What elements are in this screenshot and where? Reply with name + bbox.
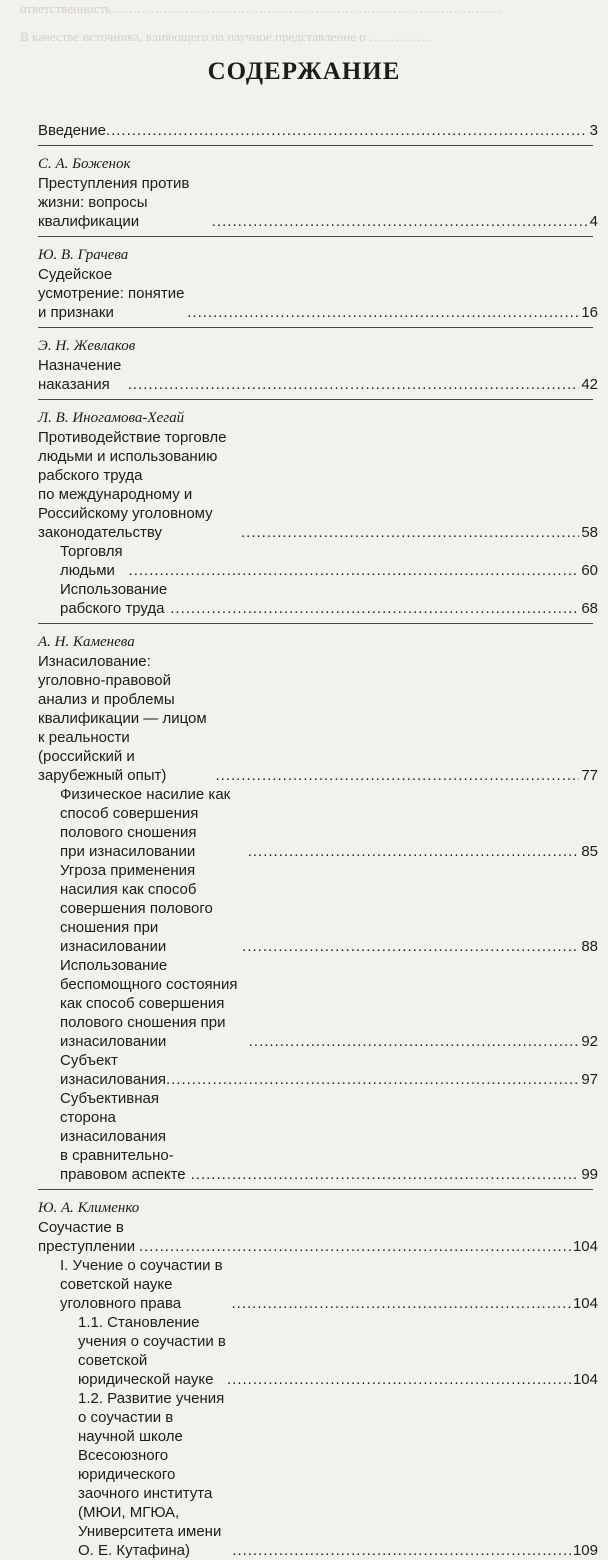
toc-entry[interactable] <box>38 785 598 861</box>
author-name: А. Н. Каменева <box>38 634 135 650</box>
toc-entry[interactable] <box>38 861 598 956</box>
toc-entry-title: Изнасилование: уголовно-правовой анализ и проблемы квалификации — лицом к реальности (российский и зарубежный опыт) <box>38 653 207 784</box>
section-divider <box>38 1189 593 1190</box>
toc-page-number: 109 <box>572 1542 598 1559</box>
toc-entry[interactable] <box>38 174 598 231</box>
toc-entry[interactable] <box>38 542 598 580</box>
toc-entry-title: Субъективная сторона изнасилования в сравнительно-правовом аспекте <box>60 1090 186 1183</box>
toc-page-number: 97 <box>581 1071 598 1088</box>
author-name: Ю. А. Клименко <box>38 1200 140 1216</box>
dot-leader <box>227 1370 571 1389</box>
dot-leader <box>241 523 579 542</box>
toc-page-number: 68 <box>581 600 598 617</box>
toc-entry-title: Использование рабского труда <box>60 581 168 617</box>
toc-entry[interactable] <box>38 1051 598 1089</box>
toc-entry-title: 1.1. Становление учения о соучастии в советской юридической науке <box>78 1314 226 1388</box>
toc-page-number: 104 <box>572 1295 598 1312</box>
dot-leader <box>231 1294 570 1313</box>
toc-entry-title: Использование беспомощного состояния как способ совершения полового сношения при изнасиловании <box>60 957 238 1050</box>
bleed-through-text: ответственность……………………………………………………………………………… <box>20 1 502 16</box>
toc-page-number: 16 <box>581 304 598 321</box>
dot-leader <box>215 766 579 785</box>
toc-entry-title: Введение <box>38 122 106 139</box>
toc-entry[interactable] <box>38 652 598 785</box>
toc-entry[interactable] <box>38 428 598 542</box>
toc-entry[interactable] <box>38 1218 598 1256</box>
toc-entry-title: Соучастие в преступлении <box>38 1219 136 1255</box>
toc-page-number: 104 <box>572 1238 598 1255</box>
toc-page-number: 3 <box>589 122 598 139</box>
toc-entry-title: Назначение наказания <box>38 357 122 393</box>
section-divider <box>38 623 593 624</box>
dot-leader <box>212 212 588 231</box>
dot-leader <box>242 937 579 956</box>
toc-entry-title: Угроза применения насилия как способ совершения полового сношения при изнасиловании <box>60 862 213 955</box>
dot-leader <box>232 1541 571 1560</box>
toc-entry-title: Торговля людьми <box>60 543 123 579</box>
toc-entry[interactable] <box>38 265 598 322</box>
toc-entry[interactable] <box>38 1089 598 1184</box>
author-name: Ю. В. Грачева <box>38 247 129 263</box>
toc-entry-title: Судейское усмотрение: понятие и признаки <box>38 266 185 321</box>
toc-entry-title: 1.2. Развитие учения о соучастии в научной школе Всесоюзного юридического заочного института (МЮИ, МГЮА, Университета имени О. Е. Кутафина) <box>78 1390 225 1559</box>
dot-leader <box>187 303 579 322</box>
section-divider <box>38 399 593 400</box>
dot-leader <box>139 1237 571 1256</box>
toc-entry-title: Физическое насилие как способ совершения полового сношения при изнасиловании <box>60 786 231 860</box>
toc-page-number: 4 <box>589 213 598 230</box>
toc-entry[interactable] <box>38 956 598 1051</box>
dot-leader <box>166 1070 579 1089</box>
toc-page-number: 60 <box>581 562 598 579</box>
toc-entry[interactable] <box>38 121 598 140</box>
author-name: С. А. Боженок <box>38 156 131 172</box>
author-name: Л. В. Иногамова-Хегай <box>38 410 185 426</box>
toc-page-number: 85 <box>581 843 598 860</box>
page-title: СОДЕРЖАНИЕ <box>207 58 401 85</box>
dot-leader <box>106 121 588 140</box>
dot-leader <box>128 375 580 394</box>
bleed-through-text: В качестве источника, влияющего на научное представление о …………… <box>20 29 435 44</box>
dot-leader <box>249 1032 580 1051</box>
section-divider <box>38 236 593 237</box>
toc-page-number: 58 <box>581 524 598 541</box>
toc-entry-title: I. Учение о соучастии в советской науке уголовного права <box>60 1257 223 1312</box>
dot-leader <box>191 1165 580 1184</box>
toc-page-number: 42 <box>581 376 598 393</box>
toc-entry-title: Преступления против жизни: вопросы квалификации <box>38 175 190 230</box>
table-of-contents <box>38 121 598 1560</box>
toc-entry[interactable] <box>38 580 598 618</box>
toc-page-number: 77 <box>581 767 598 784</box>
toc-page-number: 104 <box>572 1371 598 1388</box>
dot-leader <box>129 561 580 580</box>
author-name: Э. Н. Жевлаков <box>38 338 136 354</box>
section-divider <box>38 327 593 328</box>
toc-entry[interactable] <box>38 356 598 394</box>
toc-page-number: 92 <box>581 1033 598 1050</box>
toc-page-number: 88 <box>581 938 598 955</box>
toc-entry[interactable] <box>38 1256 598 1313</box>
toc-entry[interactable] <box>38 1389 598 1560</box>
toc-entry[interactable] <box>38 1313 598 1389</box>
toc-page-number: 99 <box>581 1166 598 1183</box>
toc-entry-title: Субъект изнасилования <box>60 1052 166 1088</box>
section-divider <box>38 145 593 146</box>
dot-leader <box>170 599 579 618</box>
toc-entry-title: Противодействие торговле людьми и использованию рабского труда по международному и Российскому уголовному законодательству <box>38 429 227 541</box>
